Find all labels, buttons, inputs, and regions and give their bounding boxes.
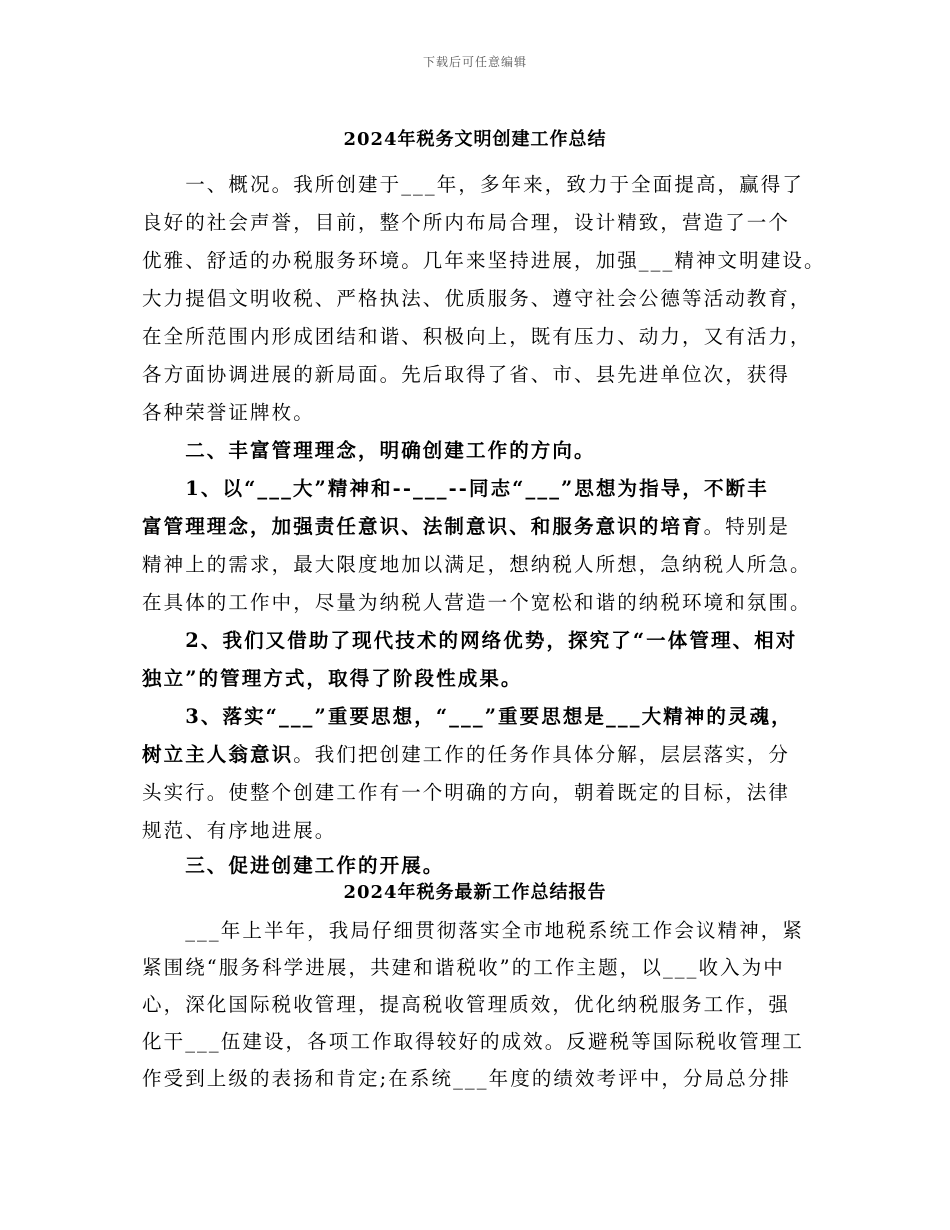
item3-line [142,742,790,768]
paragraph-line: 各种荣誉证牌枚。 [142,401,315,424]
paragraph-line: 一、概况。我所创建于___年，多年来，致力于全面提高，赢得了 [142,173,804,196]
report-line: 作受到上级的表扬和肯定;在系统___年度的绩效考评中，分局总分排 [142,1067,792,1090]
item3-text: 。我们把创建工作的任务作具体分解，层层落实，分 [293,743,791,766]
report-line: ___年上半年，我局仔细贯彻落实全市地税系统工作会议精神，紧 [142,919,804,942]
item1-text: 。特别是 [703,515,791,538]
paragraph-line: 在全所范围内形成团结和谐、积极向上，既有压力、动力，又有活力， [142,325,812,348]
item3-line: 头实行。使整个创建工作有一个明确的方向，朝着既定的目标，法律 [142,781,791,804]
item3-line: 规范、有序地进展。 [142,819,337,842]
item3-bold-text: 树立主人翁意识 [142,743,294,766]
report-line: 紧围绕“服务科学进展，共建和谐税收”的工作主题，以___收入为中 [142,956,785,979]
item2-line: 独立”的管理方式，取得了阶段性成果。 [142,667,523,690]
item2-line: 2、我们又借助了现代技术的网络优势，探究了“一体管理、相对 [142,629,798,652]
page-header: 下载后可任意编辑 [422,55,527,69]
paragraph-line: 良好的社会声誉，目前，整个所内布局合理，设计精致，营造了一个 [142,211,791,234]
item1-line [142,514,790,540]
item1-bold-text: 富管理理念，加强责任意识、法制意识、和服务意识的培育 [142,515,704,538]
report-line: 心，深化国际税收管理，提高税收管理质效，优化纳税服务工作，强 [142,993,791,1016]
document-title: 2024年税务文明创建工作总结 [343,129,607,150]
item1-line: 精神上的需求，最大限度地加以满足，想纳税人所想，急纳税人所急。 [142,553,812,576]
paragraph-line: 各方面协调进展的新局面。先后取得了省、市、县先进单位次，获得 [142,363,791,386]
item3-line: 3、落实“___”重要思想，“___”重要思想是___大精神的灵魂， [142,705,793,728]
section-heading: 三、促进创建工作的开展。 [142,854,445,877]
item1-line: 1、以“___大”精神和--___--同志“___”思想为指导，不断丰 [142,477,769,500]
paragraph-line: 大力提倡文明收税、严格执法、优质服务、遵守社会公德等活动教育， [142,287,812,310]
report-line: 化干___伍建设，各项工作取得较好的成效。反避税等国际税收管理工 [142,1030,804,1053]
paragraph-line: 优雅、舒适的办税服务环境。几年来坚持进展，加强___精神文明建设。 [142,249,826,272]
report-title: 2024年税务最新工作总结报告 [343,882,607,903]
section-heading: 二、丰富管理理念，明确创建工作的方向。 [142,439,596,462]
item1-line: 在具体的工作中，尽量为纳税人营造一个宽松和谐的纳税环境和氛围。 [142,591,812,614]
